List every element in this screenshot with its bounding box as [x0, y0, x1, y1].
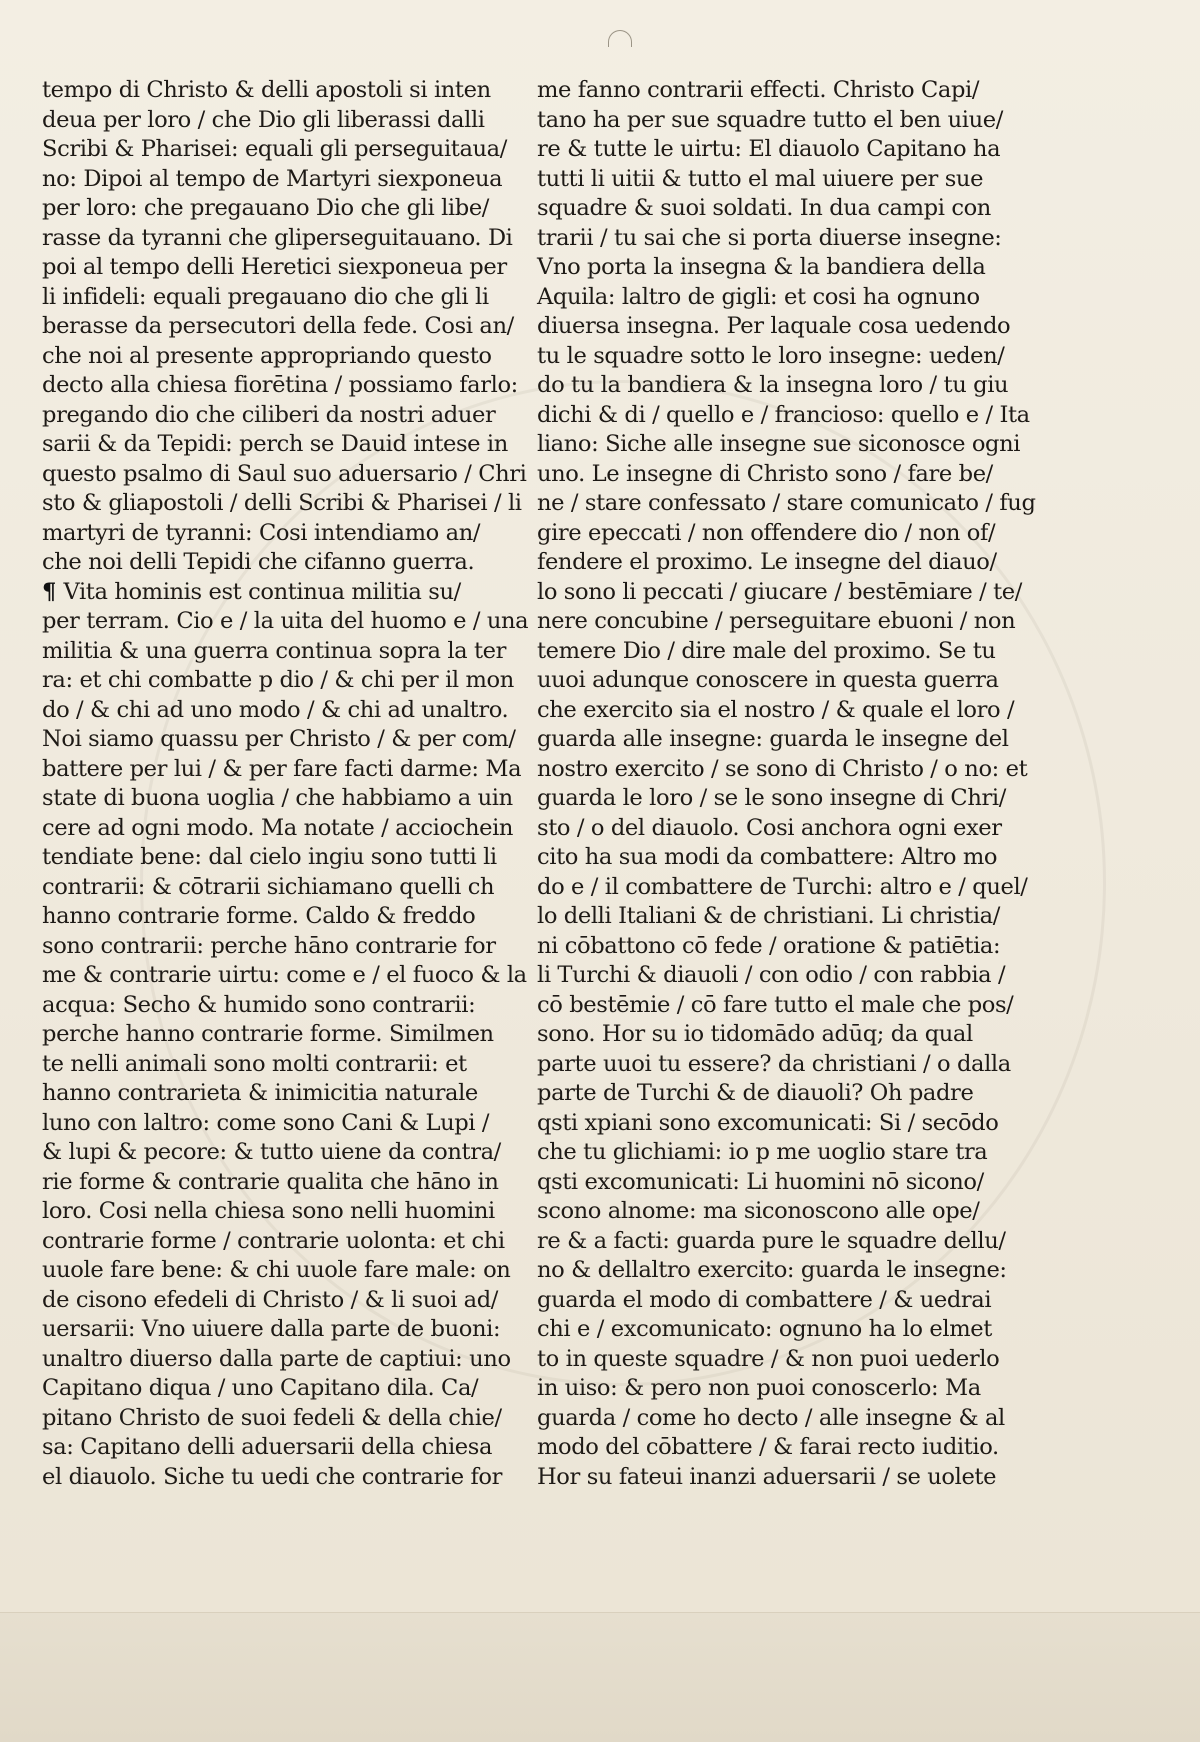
text-line: per loro: che pregauano Dio che gli libe/	[42, 195, 490, 221]
text-line: decto alla chiesa fiorētina / possiamo farlo:	[42, 372, 518, 398]
text-line: chi e / excomunicato: ognuno ha lo elmet	[537, 1316, 992, 1342]
text-line: battere per lui / & per fare facti darme: Ma	[42, 755, 522, 782]
text-line: in uiso: & pero non puoi conoscerlo: Ma	[537, 1375, 981, 1401]
text-line: questo psalmo di Saul suo aduersario / Chri	[42, 460, 527, 487]
text-line: cō bestēmie / cō fare tutto el male che pos/	[537, 991, 1014, 1018]
text-line: che tu glichiami: io p me uoglio stare tra	[537, 1139, 988, 1165]
text-line: che noi delli Tepidi che cifanno guerra.	[42, 549, 475, 575]
text-line: loro. Cosi nella chiesa sono nelli huomini	[42, 1198, 495, 1224]
text-line: modo del cōbattere / & farai recto iuditio.	[537, 1434, 999, 1460]
text-line: li infideli: equali pregauano dio che gli li	[42, 283, 489, 310]
text-line: liano: Siche alle insegne sue siconosce ogni	[537, 431, 1021, 457]
text-line: gire epeccati / non offendere dio / non of/	[537, 519, 996, 546]
text-line: uersarii: Vno uiuere dalla parte de buoni:	[42, 1316, 501, 1342]
text-line: do / & chi ad uno modo / & chi ad unaltro.	[42, 696, 509, 723]
text-line: berasse da persecutori della fede. Cosi an/	[42, 313, 514, 339]
text-line: Scribi & Pharisei: equali gli perseguitaua/	[42, 136, 507, 162]
text-line: el diauolo. Siche tu uedi che contrarie for	[42, 1463, 503, 1490]
text-line: scono alnome: ma siconoscono alle ope/	[537, 1198, 980, 1224]
text-line: che exercito sia el nostro / & quale el loro /	[537, 696, 1015, 723]
text-line: li Turchi & diauoli / con odio / con rabbia /	[537, 962, 1006, 988]
text-line: cere ad ogni modo. Ma notate / acciochein	[42, 814, 514, 841]
text-line: contrarii: & cōtrarii sichiamano quelli ch	[42, 873, 495, 900]
text-line: fendere el proximo. Le insegne del diauo/	[537, 549, 997, 575]
text-line: martyri de tyranni: Cosi intendiamo an/	[42, 519, 481, 546]
text-line: militia & una guerra continua sopra la ter	[42, 637, 507, 664]
text-line: diuersa insegna. Per laquale cosa uedendo	[537, 313, 1011, 339]
text-line: uuole fare bene: & chi uuole fare male: on	[42, 1257, 511, 1283]
text-line: nere concubine / perseguitare ebuoni / non	[537, 608, 1016, 634]
text-line: te nelli animali sono molti contrarii: et	[42, 1050, 467, 1077]
text-line: & lupi & pecore: & tutto uiene da contra/	[42, 1139, 501, 1165]
text-line: dichi & di / quello e / franciosо: quello e / Ita	[537, 401, 1030, 428]
text-line: sto / o del diauolo. Cosi anchora ogni exer	[537, 814, 1002, 841]
text-line: re & tutte le uirtu: El diauolo Capitano ha	[537, 136, 1001, 162]
text-line: me & contrarie uirtu: come e / el fuoco & la	[42, 962, 527, 988]
text-line: per terram. Cio e / la uita del huomo e / una	[42, 608, 529, 634]
text-line: tendiate bene: dal cielo ingiu sono tutti li	[42, 844, 497, 870]
text-line: sono contrarii: perche hāno contrarie for	[42, 932, 496, 959]
left-text-column	[42, 76, 529, 1492]
text-line: contrarie forme / contrarie uolonta: et chi	[42, 1227, 505, 1254]
text-line: uuoi adunque conoscere in questa guerra	[537, 667, 999, 693]
page-bottom-margin	[0, 1612, 1200, 1742]
text-line: tu le squadre sotto le loro insegne: ueden/	[537, 342, 1005, 369]
text-line: tutti li uitii & tutto el mal uiuere per sue	[537, 165, 984, 192]
text-line: re & a facti: guarda pure le squadre dellu/	[537, 1227, 1006, 1254]
text-line: temere Dio / dire male del proximo. Se tu	[537, 637, 996, 664]
right-text-column	[537, 76, 1036, 1492]
text-line: tano ha per sue squadre tutto el ben uiue/	[537, 106, 1003, 133]
text-line: uno. Le insegne di Christo sono / fare be/	[537, 460, 993, 487]
text-line: tempo di Christo & delli apostoli si inten	[42, 77, 491, 103]
text-line: guarda alle insegne: guarda le insegne del	[537, 726, 1009, 752]
text-line: no & dellaltro exercito: guarda le insegne:	[537, 1257, 1007, 1283]
page-corner-mark	[608, 30, 632, 47]
text-line: che noi al presente appropriando questo	[42, 342, 492, 369]
text-line: deua per loro / che Dio gli liberassi dalli	[42, 106, 485, 133]
text-line: pregando dio che ciliberi da nostri aduer	[42, 401, 496, 428]
text-line: acqua: Secho & humido sono contrarii:	[42, 991, 476, 1018]
text-line: state di buona uoglia / che habbiamo a uin	[42, 785, 513, 811]
text-line: me fanno contrarii effecti. Christo Capi/	[537, 77, 980, 103]
text-line: do tu la bandiera & la insegna loro / tu giu	[537, 372, 1009, 398]
text-line: nostro exercito / se sono di Christo / o no: et	[537, 755, 1028, 782]
text-line: Hor su fateui inanzi aduersarii / se uolete	[537, 1463, 997, 1490]
text-line: ra: et chi combatte p dio / & chi per il mon	[42, 667, 514, 693]
text-line: rie forme & contrarie qualita che hāno in	[42, 1168, 499, 1195]
text-line: poi al tempo delli Heretici siexponeua per	[42, 254, 507, 280]
text-line: squadre & suoi soldati. In dua campi con	[537, 195, 991, 221]
text-line: parte de Turchi & de diauoli? Oh padre	[537, 1080, 974, 1106]
text-line: sono. Hor su io tidomādo adūq; da qual	[537, 1021, 973, 1047]
text-line: lo delli Italiani & de christiani. Li christia/	[537, 903, 1000, 929]
text-line: hanno contrarieta & inimicitia naturale	[42, 1080, 478, 1106]
text-line: cito ha sua modi da combattere: Altro mo	[537, 844, 998, 870]
text-line: to in queste squadre / & non puoi uederlo	[537, 1345, 1000, 1372]
text-line: Capitano diqua / uno Capitano dila. Ca/	[42, 1375, 479, 1401]
text-line: sa: Capitano delli aduersarii della chiesa	[42, 1434, 493, 1460]
text-line: luno con laltro: come sono Cani & Lupi /	[42, 1109, 490, 1136]
text-line: Vno porta la insegna & la bandiera della	[537, 254, 986, 280]
text-line: Noi siamo quassu per Christo / & per com/	[42, 726, 516, 752]
text-line: unaltro diuerso dalla parte de captiui: uno	[42, 1345, 511, 1372]
text-line: guarda / come ho decto / alle insegne & al	[537, 1404, 1005, 1431]
text-line: qsti xpiani sono excomunicati: Si / secōdo	[537, 1109, 999, 1136]
text-line: trarii / tu sai che si porta diuerse insegne:	[537, 224, 1002, 251]
text-line: Aquila: laltro de gigli: et cosi ha ognuno	[537, 283, 980, 310]
text-line: sto & gliapostoli / delli Scribi & Pharisei / li	[42, 490, 522, 516]
text-line: ne / stare confessato / stare comunicato / fug	[537, 490, 1036, 516]
text-line: pitano Christo de suoi fedeli & della chie/	[42, 1404, 502, 1431]
text-line: guarda el modo di combattere / & uedrai	[537, 1286, 992, 1313]
text-line: hanno contrarie forme. Caldo & freddo	[42, 903, 476, 929]
text-line: qsti excomunicati: Li huomini nō sicono/	[537, 1168, 984, 1195]
text-line: de cisono efedeli di Christo / & li suoi ad/	[42, 1286, 499, 1313]
text-line: ¶ Vita hominis est continua militia su/	[42, 578, 461, 605]
text-line: do e / il combattere de Turchi: altro e / quel/	[537, 873, 1028, 900]
text-line: guarda le loro / se le sono insegne di Chri/	[537, 785, 1006, 811]
text-line: lo sono li peccati / giucare / bestēmiare / te/	[537, 578, 1022, 605]
text-line: perche hanno contrarie forme. Similmen	[42, 1021, 494, 1047]
text-line: sarii & da Tepidi: perch se Dauid intese in	[42, 431, 508, 457]
text-line: ni cōbattono cō fede / oratione & patiētia:	[537, 932, 1001, 959]
text-line: rasse da tyranni che gliperseguitauano. Di	[42, 224, 513, 251]
text-line: no: Dipoi al tempo de Martyri siexponeua	[42, 165, 503, 192]
paragraph-mark-icon: ¶	[42, 578, 64, 605]
text-line: parte uuoi tu essere? da christiani / o dalla	[537, 1050, 1011, 1077]
